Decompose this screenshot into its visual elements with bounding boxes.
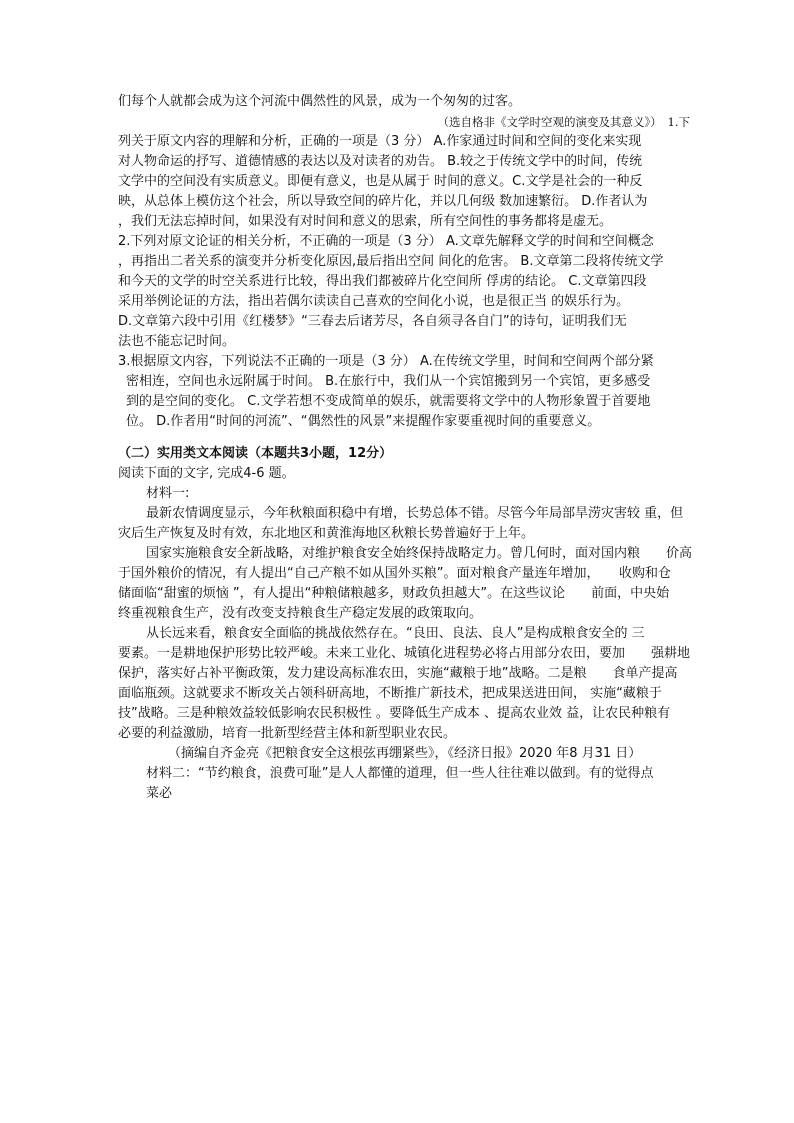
passage-questions-block (118, 92, 690, 432)
section-heading: （二）实用类文本阅读（本题共3小题，12分） (118, 446, 393, 461)
text-line: 到的是空间的变化。 C.文学若想不变成简单的娱乐，就需要将文学中的人物形象置于首要地 (126, 394, 651, 409)
text-line: （选自格非《文学时空观的演变及其意义》） 1.下 (437, 115, 690, 129)
text-line: 最新农情调度显示，今年秋粮面积稳中有增，长势总体不错。尽管今年局部旱涝灾害较 重，但 (146, 506, 684, 521)
text-line: 位。 D.作者用“时间的河流”、“偶然性的风景”来提醒作家要重视时间的重要意义。 (126, 414, 601, 429)
document-page (118, 92, 693, 804)
text-line: 映，从总体上模仿这个社会，所以导致空间的碎片化，并以几何级 数加速繁衍。 D.作者认为 (118, 194, 648, 209)
text-line: 要素。一是耕地保护形势比较严峻。未来工业化、城镇化进程势必将占用部分农田，要加 强耕地 (118, 646, 691, 661)
text-line: 和今天的文学的时空关系进行比较，得出我们都被碎片化空间所 俘虏的结论。 C.文章第四段 (118, 274, 647, 289)
text-line: 面临瓶颈。这就要求不断攻关占领科研高地，不断推广新技术，把成果送进田间， 实施“藏粮于 (118, 686, 662, 701)
text-line: 采用举例论证的方法，指出若偶尔读读自己喜欢的空间化小说，也是很正当 的娱乐行为。 (118, 294, 630, 309)
text-line: ，我们无法忘掉时间，如果没有对时间和意义的思索，所有空间性的事务都将是虚无。 (118, 214, 613, 229)
text-line: 对人物命运的抒写、道德情感的表达以及对读者的劝告。 B.较之于传统文学中的时间，传统 (118, 154, 643, 169)
text-line: 保护，落实好占补平衡政策，发力建设高标准农田，实施“藏粮于地”战略。二是粮 食单产提高 (118, 666, 678, 681)
text-line: 终重视粮食生产，没有改变支持粮食生产稳定发展的政策取向。 (118, 606, 483, 621)
text-line: 2.下列对原文论证的相关分析，不正确的一项是（3 分） A.文章先解释文学的时间和空间概念 (118, 234, 654, 249)
text-line: 列关于原文内容的理解和分析，正确的一项是（3 分） A.作家通过时间和空间的变化来实现 (118, 134, 642, 149)
text-line: 密相连，空间也永远附属于时间。 B.在旅行中，我们从一个宾馆搬到另一个宾馆，更多感受 (126, 374, 651, 389)
text-line: 菜必 (146, 786, 173, 801)
text-line: 3.根据原文内容，下列说法不正确的一项是（3 分） A.在传统文学里，时间和空间两个部分紧 (118, 354, 654, 369)
text-line: 材料一: (146, 486, 190, 501)
text-line: （摘编自齐金亮《把粮食安全这根弦再绷紧些》，《经济日报》2020 年8 月31 日） (168, 746, 642, 761)
text-line: 文学中的空间没有实质意义。即便有意义，也是从属于 时间的意义。C.文学是社会的一种反 (118, 174, 643, 189)
text-line: ，再指出二者关系的演变并分析变化原因,最后指出空间 间化的危害。 B.文章第二段将传统文学 (118, 254, 664, 269)
reading-material-block (118, 464, 693, 804)
text-line: D.文章第六段中引用《红楼梦》“三春去后诸芳尽，各自须寻各自门”的诗句，证明我们无 (118, 314, 627, 329)
text-line: 们每个人就都会成为这个河流中偶然性的风景，成为一个匆匆的过客。 (118, 94, 522, 109)
text-line: 储面临“甜蜜的烦恼 ”，有人提出“种粮储粮越多，财政负担越大”。在这些议论 前面，中央始 (118, 586, 670, 601)
text-line: 于国外粮价的情况，有人提出“自己产粮不如从国外买粮”。面对粮食产量连年增加， 收购和仓 (118, 566, 671, 581)
text-line: 法也不能忘记时间。 (118, 334, 236, 349)
text-line: 阅读下面的文字, 完成4-6 题。 (118, 466, 295, 481)
text-line: 材料二：“节约粮食，浪费可耻”是人人都懂的道理，但一些人往往难以做到。有的觉得点 (146, 766, 654, 781)
text-line: 技”战略。三是种粮效益较低影响农民积极性 。要降低生产成本 、提高农业效 益，让农民种粮有 (118, 706, 671, 721)
text-line: 灾后生产恢复及时有效，东北地区和黄淮海地区秋粮长势普遍好于上年。 (118, 526, 535, 541)
text-line: 必要的利益激励，培育一批新型经营主体和新型职业农民。 (118, 726, 457, 741)
text-line: 国家实施粮食安全新战略，对维护粮食安全始终保持战略定力。曾几何时，面对国内粮 价高 (146, 546, 693, 561)
text-line: 从长远来看，粮食安全面临的挑战依然存在。“良田、良法、良人”是构成粮食安全的 三 (146, 626, 645, 641)
